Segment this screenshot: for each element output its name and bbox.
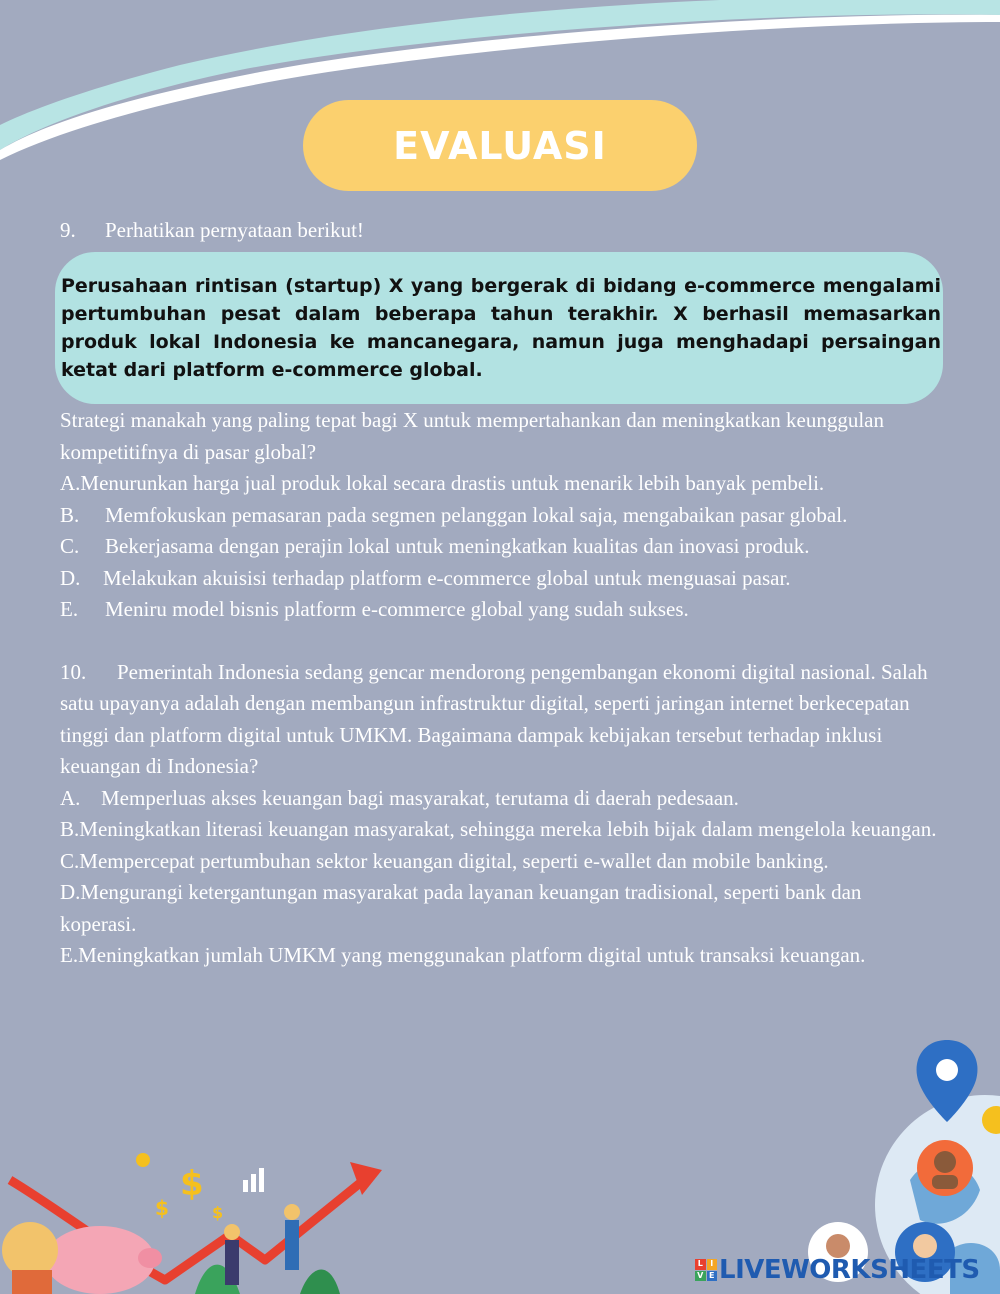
- liveworksheets-brand[interactable]: [695, 1254, 980, 1286]
- person-icon: [285, 1220, 299, 1270]
- option-label: E.: [60, 597, 79, 621]
- question-9-intro: [60, 215, 364, 245]
- page-title: EVALUASI: [393, 123, 607, 168]
- spacer: [60, 626, 940, 657]
- option-text: Mempercepat pertumbuhan sektor keuangan digital, seperti e-wallet dan mobile banking.: [79, 848, 829, 873]
- option-text: Memfokuskan pemasaran pada segmen pelanggan lokal saja, mengabaikan pasar global.: [105, 502, 848, 527]
- title-banner: [303, 100, 697, 191]
- option-text: Meningkatkan jumlah UMKM yang menggunakan platform digital untuk transaksi keuangan.: [78, 943, 866, 967]
- option-text: Melakukan akuisisi terhadap platform e-commerce global untuk menguasai pasar.: [103, 565, 791, 590]
- dollar-icon: $: [212, 1203, 224, 1222]
- option-9a[interactable]: [60, 468, 940, 500]
- option-9e[interactable]: [60, 594, 940, 626]
- option-10b[interactable]: [60, 814, 940, 846]
- option-9b[interactable]: [60, 500, 940, 532]
- statement-text: Perusahaan rintisan (startup) X yang bergerak di bidang e-commerce mengalami pertumbuhan pesat dalam beberapa tahun terakhir. X berhasil memasarkan produk lokal Indonesia ke mancanegara, namun juga menghadapi persaingan ketat dari platform e-commerce global.: [61, 275, 941, 381]
- dollar-icon: $: [155, 1196, 169, 1220]
- option-label: E.: [60, 943, 79, 967]
- dollar-icon: $: [180, 1164, 204, 1204]
- option-label: D.: [60, 880, 81, 904]
- question-9-prompt: Strategi manakah yang paling tepat bagi X untuk mempertahankan dan meningkatkan keunggulan kompetitifnya di pasar global?: [60, 408, 885, 464]
- option-text: Meniru model bisnis platform e-commerce global yang sudah sukses.: [105, 597, 689, 621]
- option-label: B.: [60, 817, 80, 841]
- option-label: A.: [60, 785, 81, 810]
- economy-growth-illustration: [0, 1140, 390, 1294]
- option-text: Mengurangi ketergantungan masyarakat pada layanan keuangan tradisional, seperti bank dan koperasi.: [60, 880, 862, 936]
- option-10d[interactable]: [60, 877, 940, 940]
- question-prompt-text: Pemerintah Indonesia sedang gencar mendorong pengembangan ekonomi digital nasional. Salah satu upayanya adalah dengan membangun infrastruktur digital, seperti jaringan internet berkecepatan tinggi dan platform digital untuk UMKM. Bagaimana dampak kebijakan tersebut terhadap inklusi keuangan di Indonesia?: [60, 659, 928, 778]
- option-text: Memperluas akses keuangan bagi masyarakat, terutama di daerah pedesaan.: [101, 785, 739, 810]
- option-label: A.: [60, 471, 81, 495]
- option-9d[interactable]: [60, 563, 940, 595]
- lightbulb-icon: [136, 1153, 150, 1167]
- option-10a[interactable]: [60, 783, 940, 815]
- question-10-prompt: [60, 657, 940, 783]
- option-10c[interactable]: [60, 846, 940, 878]
- option-text: Meningkatkan literasi keuangan masyarakat, sehingga mereka lebih bijak dalam mengelola keuangan.: [79, 817, 937, 841]
- option-9c[interactable]: [60, 531, 940, 563]
- question-number: 10.: [60, 659, 87, 684]
- question-intro-text: Perhatikan pernyataan berikut!: [105, 218, 364, 242]
- person-icon: [2, 1222, 58, 1278]
- person-icon: [225, 1240, 239, 1285]
- option-label: C.: [60, 848, 80, 873]
- bar-chart-icon: [243, 1180, 248, 1192]
- option-label: B.: [60, 502, 80, 527]
- question-number: 9.: [60, 218, 76, 242]
- option-text: Menurunkan harga jual produk lokal secara drastis untuk menarik lebih banyak pembeli.: [80, 471, 825, 495]
- liveworksheets-logo-icon: L I V E: [695, 1259, 717, 1281]
- option-label: D.: [60, 565, 81, 590]
- plant-icon: [300, 1270, 340, 1294]
- option-text: Bekerjasama dengan perajin lokal untuk meningkatkan kualitas dan inovasi produk.: [105, 534, 810, 558]
- option-label: C.: [60, 534, 80, 558]
- brand-name: LIVEWORKSHEETS: [719, 1255, 980, 1285]
- questions-body: [60, 405, 940, 972]
- statement-box: [55, 252, 943, 404]
- option-10e[interactable]: [60, 940, 940, 972]
